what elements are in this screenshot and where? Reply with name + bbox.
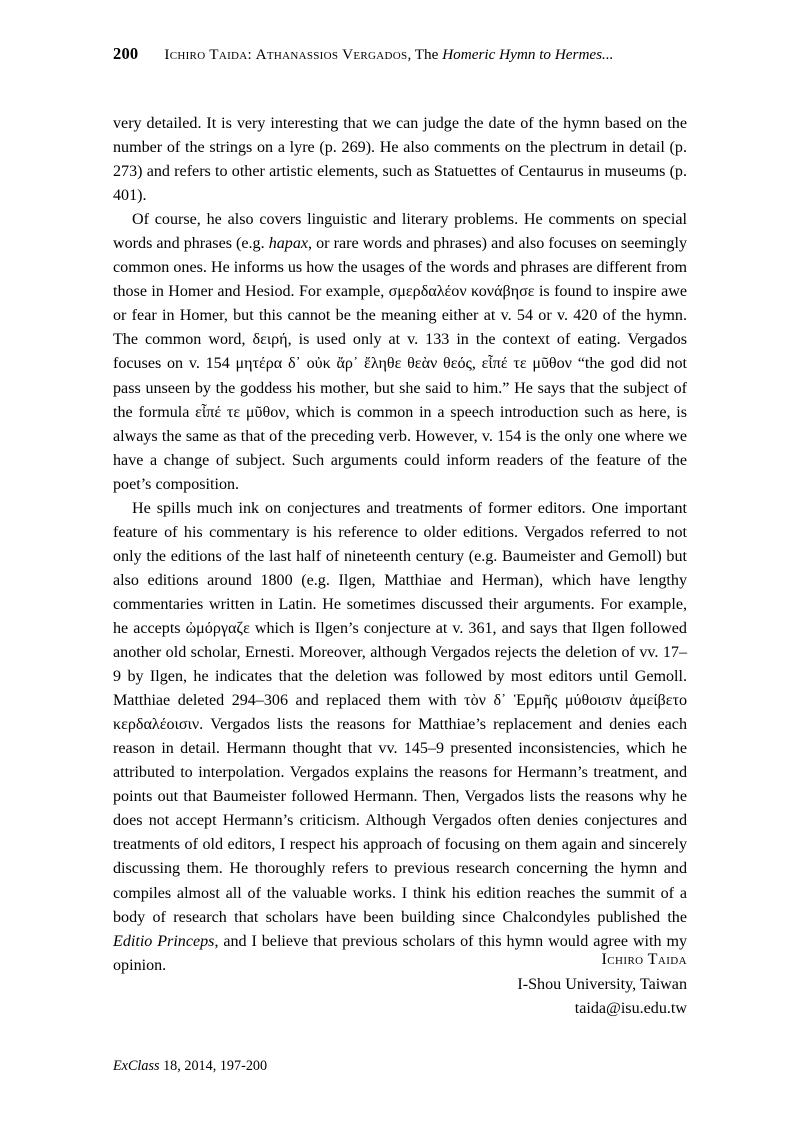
text-run: , which is common in a speech introduction such as here, is always the same as that of the preceding verb. However, v. 154 is the only one where we have a change of subject. Such arguments could inform readers of the feature of the poet’s composition. (113, 403, 688, 493)
signature-affiliation: I-Shou University, Taiwan (517, 975, 687, 993)
italic-text: Editio Princeps (113, 932, 215, 950)
greek-text: τὸν δ᾽ Ἑρμῆς μύθοισιν ἀμείβετο κερδαλέοισιν (113, 692, 688, 734)
text-run: . Vergados lists the reasons for Matthiae’s replacement and denies each reason in detail. Hermann thought that vv. 145–9 presented inconsistencies, which he attributed to interpolation. Vergados explains the reasons for Hermann’s treatment, and points out that Baumeister followed Hermann. Then, Vergados lists the reasons why he does not accept Hermann’s criticism. Although Vergados often denies conjectures and treatments of old editors, I respect his approach of focusing on them again and sincerely discussing them. He thoroughly refers to previous research concerning the hymn and compiles almost all of the valuable works. I think his edition reaches the summit of a body of research that scholars have been building since Chalcondyles published the (113, 716, 687, 926)
running-head-author: Ichiro Taida (164, 46, 248, 63)
greek-text: σμερδαλέον κονάβησε (388, 283, 535, 301)
text-run: , is used only at v. 133 in the context of eating. Vergados focuses on v. 154 (113, 331, 687, 373)
running-head (113, 44, 687, 65)
running-head-work-title: Homeric Hymn to Hermes... (442, 46, 614, 63)
text-run: very detailed. It is very interesting that we can judge the date of the hymn based on the number of the strings on a lyre (p. 269). He also comments on the plectrum in detail (p. 273) and refers to other artistic elements, such as Statuettes of Centaurus in museums (p. 401). (113, 115, 687, 205)
page-footer (113, 1057, 267, 1075)
greek-text: εἶπέ τε μῦθον (195, 403, 286, 421)
text-run: He spills much ink on conjectures and treatments of former editors. One important feature of his commentary is his reference to older editions. Vergados referred to not only the editions of the last half of nineteenth century (e.g. Baumeister and Gemoll) but also editions around 1800 (e.g. Ilgen, Matthiae and Herman), which have lengthy commentaries written in Latin. He sometimes discussed their arguments. For example, he accepts (113, 499, 687, 637)
italic-text: hapax (268, 235, 309, 253)
body-paragraph (113, 208, 687, 497)
greek-text: ὠμόργαζε (185, 619, 250, 637)
signature-block (113, 948, 687, 1022)
text-run: is found to inspire awe or fear in Homer, but this cannot be the meaning either at v. 54 or v. 420 of the hymn. The common word, (113, 283, 687, 349)
running-head-the: The (414, 46, 443, 63)
body-paragraph (113, 497, 687, 978)
greek-text: δειρή (252, 331, 288, 349)
page-number: 200 (113, 44, 139, 63)
body-paragraph (113, 112, 687, 208)
text-run: Of course, he also covers linguistic and literary problems. He comments on special words and phrases (e.g. (113, 211, 687, 253)
text-run: “the god did not pass unseen by the goddess his mother, but she said to him.” He says that the subject of the formula (113, 355, 687, 421)
signature-name: Ichiro Taida (601, 951, 687, 968)
body-text (113, 112, 687, 978)
text-run: , or rare words and phrases) and also focuses on seemingly common ones. He informs us how the usages of the words and phrases are different from those in Homer and Hesiod. For example, (113, 235, 688, 301)
greek-text: μητέρα δ᾽ οὐκ ἄρ᾽ ἔληθε θεὰν θεός, εἶπέ τε μῦθον (235, 355, 572, 373)
footer-journal-name: ExClass (113, 1058, 160, 1074)
running-head-separator: : (247, 46, 256, 63)
running-head-reviewed-author: Athanassios Vergados (255, 46, 408, 63)
footer-citation: 18, 2014, 197-200 (159, 1058, 268, 1074)
text-run: which is Ilgen’s conjecture at v. 361, and says that Ilgen followed another old scholar, Ernesti. Moreover, although Vergados rejects the deletion of vv. 17–9 by Ilgen, he indicates that the deletion was followed by most editors until Gemoll. Matthiae deleted 294–306 and replaced them with (113, 619, 687, 710)
text-run: , and I believe that previous scholars of this hymn would agree with my opinion. (113, 932, 688, 974)
signature-email: taida@isu.edu.tw (574, 1000, 687, 1018)
running-head-comma: , (407, 46, 415, 63)
